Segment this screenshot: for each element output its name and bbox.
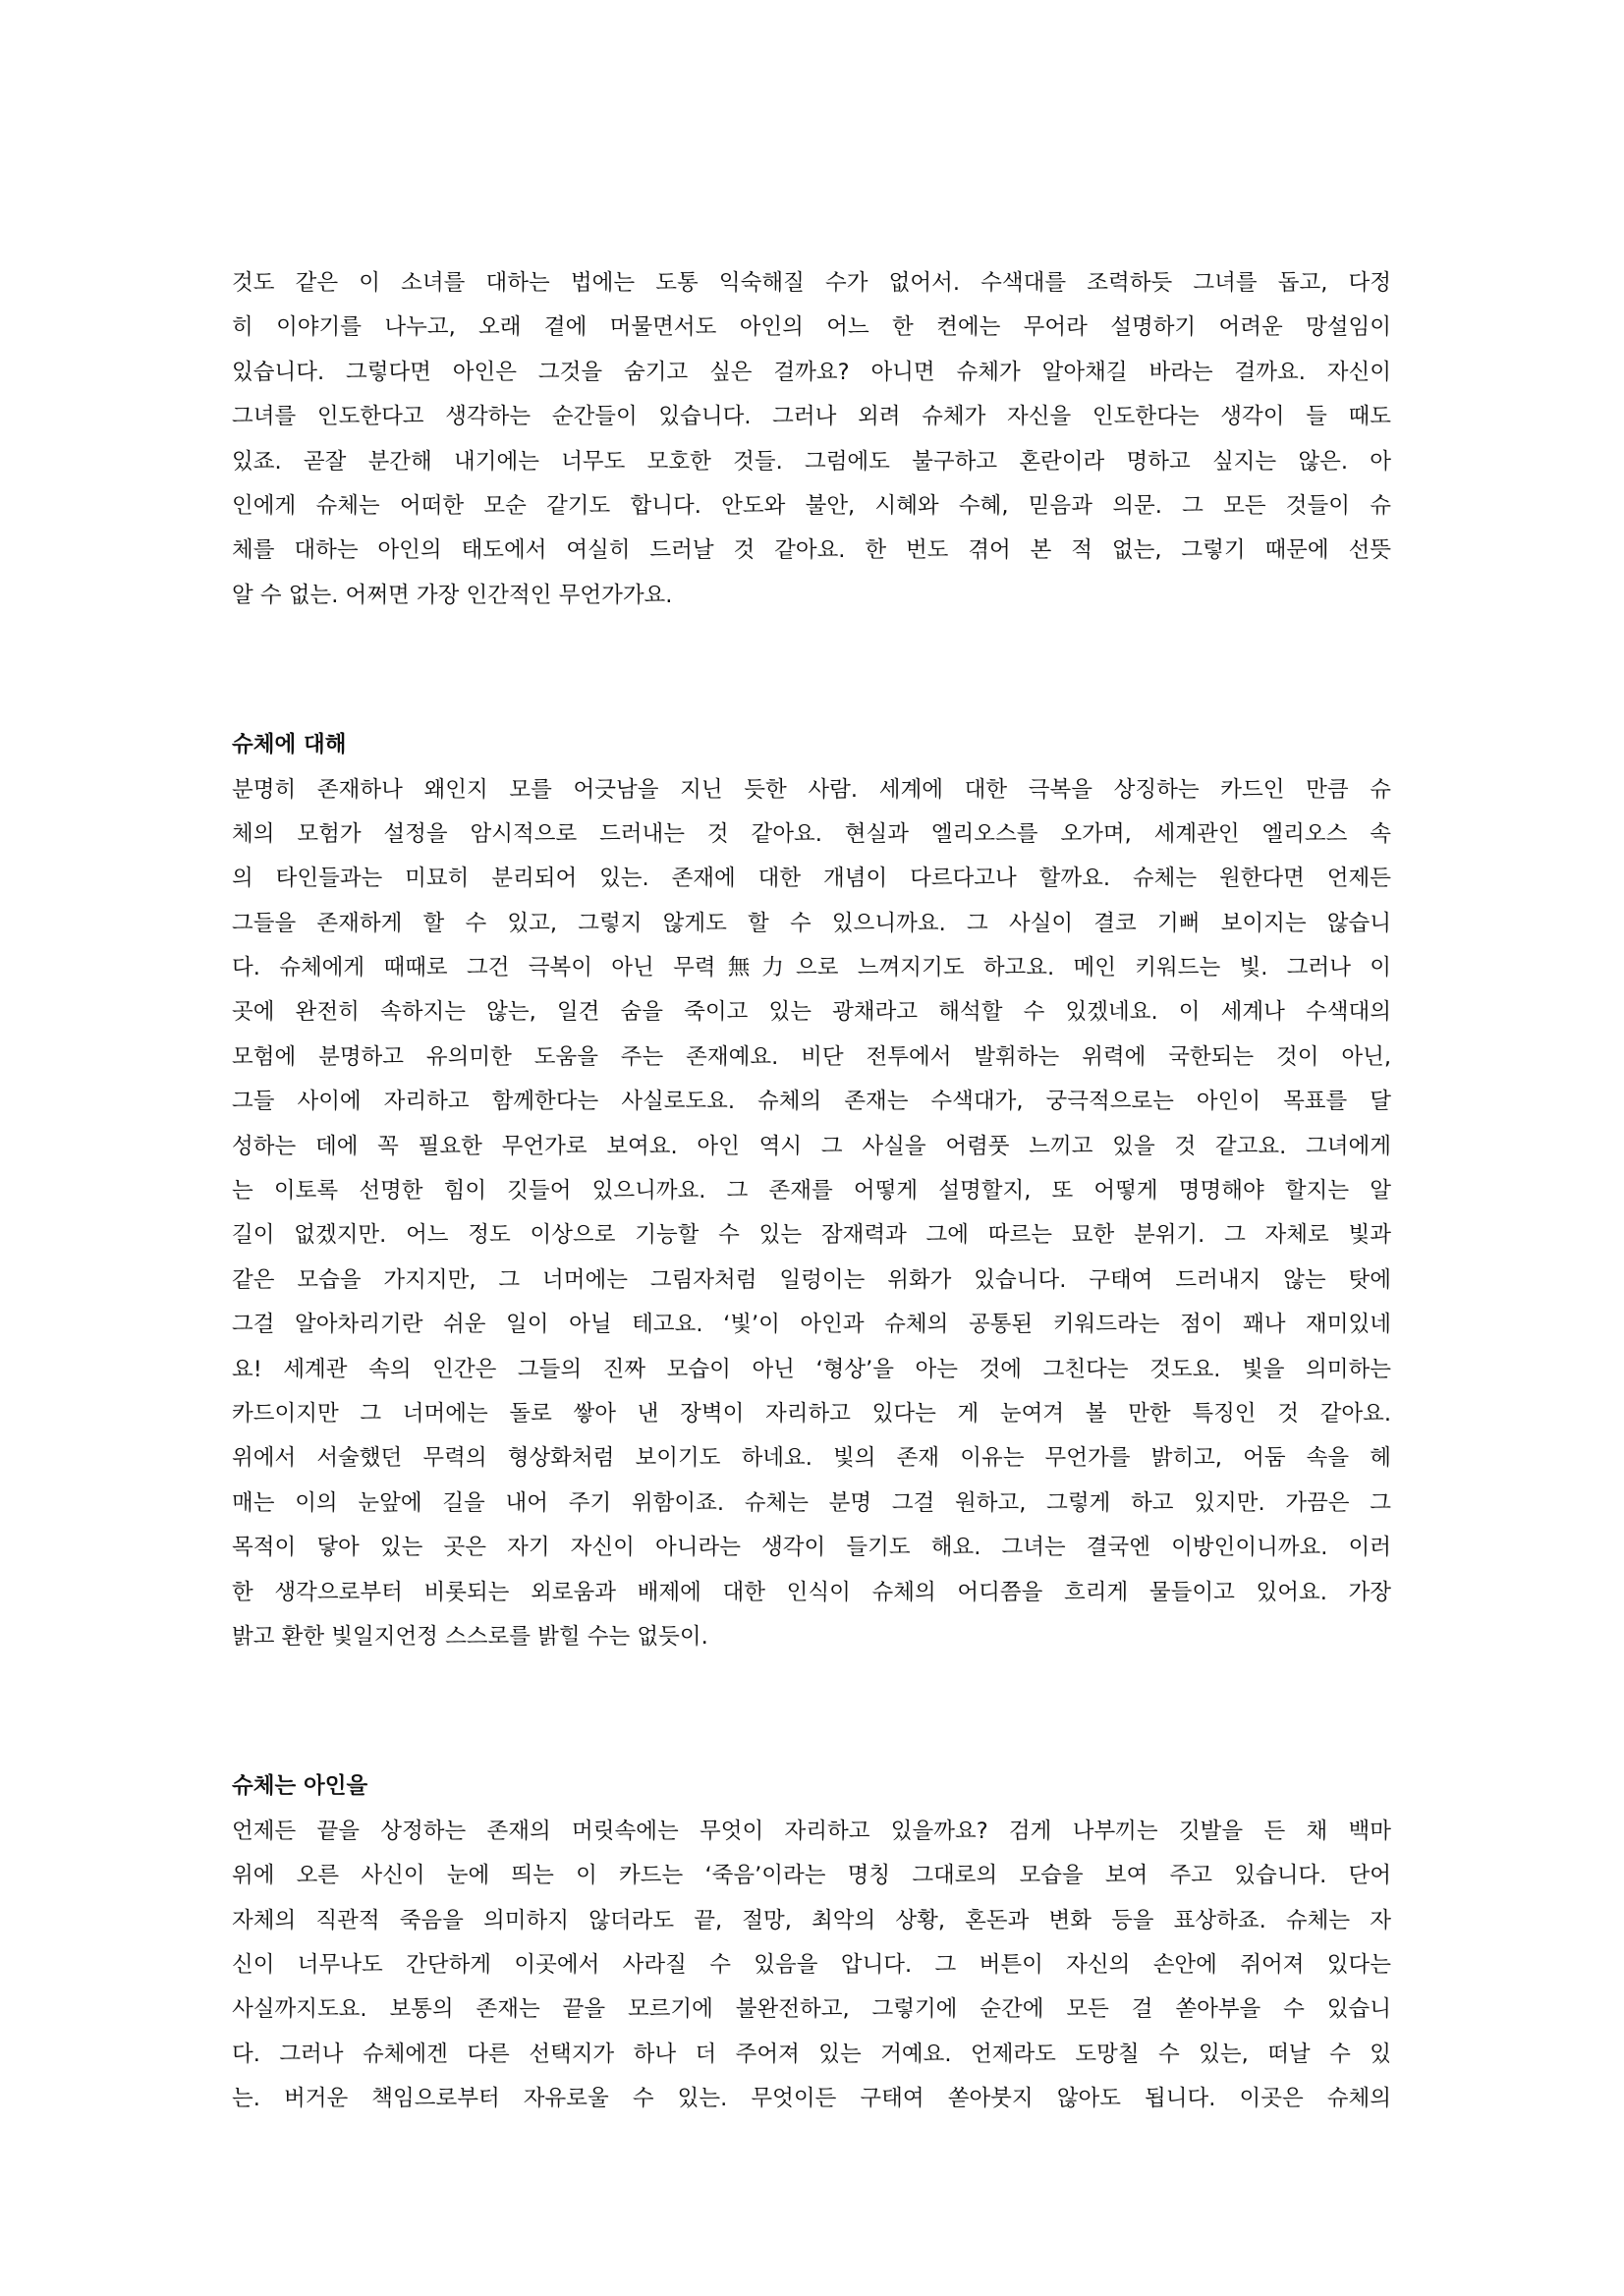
text-line: 히 이야기를 나누고, 오래 곁에 머물면서도 아인의 어느 한 켠에는 무어라 설명하기 어려운 망설임이: [232, 314, 1391, 341]
text-line: 언제든 끝을 상정하는 존재의 머릿속에는 무엇이 자리하고 있을까요? 검게 나부끼는 깃발을 든 채 백마: [232, 1818, 1391, 1844]
text-line: 다. 그러나 슈체에겐 다른 선택지가 하나 더 주어져 있는 거예요. 언제라도 도망칠 수 있는, 떠날 수 있: [232, 2041, 1391, 2067]
text-line: 다. 슈체에게 때때로 그건 극복이 아닌 무력無力으로 느껴지기도 하고요. 메인 키워드는 빛. 그러나 이: [232, 955, 1391, 981]
text-line: 사실까지도요. 보통의 존재는 끝을 모르기에 불완전하고, 그렇기에 순간에 모든 걸 쏟아부을 수 있습니: [232, 1996, 1391, 2023]
text-line: 성하는 데에 꼭 필요한 무언가로 보여요. 아인 역시 그 사실을 어렴풋 느끼고 있을 것 같고요. 그녀에게: [232, 1133, 1391, 1159]
text-line: 밝고 환한 빛일지언정 스스로를 밝힐 수는 없듯이.: [232, 1623, 708, 1650]
text-line: 위에서 서술했던 무력의 형상화처럼 보이기도 하네요. 빛의 존재 이유는 무언가를 밝히고, 어둠 속을 헤: [232, 1445, 1391, 1472]
text-line: 체의 모험가 설정을 암시적으로 드러내는 것 같아요. 현실과 엘리오스를 오가며, 세계관인 엘리오스 속: [232, 820, 1391, 847]
text-line: 그들을 존재하게 할 수 있고, 그렇지 않게도 할 수 있으니까요. 그 사실이 결코 기뻐 보이지는 않습니: [232, 910, 1391, 936]
text-line: 모험에 분명하고 유의미한 도움을 주는 존재예요. 비단 전투에서 발휘하는 위력에 국한되는 것이 아닌,: [232, 1043, 1391, 1070]
text-line: 위에 오른 사신이 눈에 띄는 이 카드는 ‘죽음’이라는 명칭 그대로의 모습을 보여 주고 있습니다. 단어: [232, 1863, 1391, 1889]
text-line: 신이 너무나도 간단하게 이곳에서 사라질 수 있음을 압니다. 그 버튼이 자신의 손안에 쥐어져 있다는: [232, 1951, 1391, 1978]
text-line: 같은 모습을 가지지만, 그 너머에는 그림자처럼 일렁이는 위화가 있습니다. 구태여 드러내지 않는 탓에: [232, 1266, 1391, 1293]
text-line: 인에게 슈체는 어떠한 모순 같기도 합니다. 안도와 불안, 시혜와 수혜, 믿음과 의문. 그 모든 것들이 슈: [232, 492, 1391, 519]
text-line: 카드이지만 그 너머에는 돌로 쌓아 낸 장벽이 자리하고 있다는 게 눈여겨 볼 만한 특징인 것 같아요.: [232, 1400, 1391, 1427]
text-line: 체를 대하는 아인의 태도에서 여실히 드러날 것 같아요. 한 번도 겪어 본 적 없는, 그렇기 때문에 선뜻: [232, 537, 1391, 564]
section-heading: 슈체는 아인을: [232, 1773, 368, 1800]
text-line: 의 타인들과는 미묘히 분리되어 있는. 존재에 대한 개념이 다르다고나 할까요. 슈체는 원한다면 언제든: [232, 866, 1391, 892]
text-line: 목적이 닿아 있는 곳은 자기 자신이 아니라는 생각이 들기도 해요. 그녀는 결국엔 이방인이니까요. 이러: [232, 1535, 1391, 1561]
section-heading: 슈체에 대해: [232, 732, 347, 758]
text-line: 그녀를 인도한다고 생각하는 순간들이 있습니다. 그러나 외려 슈체가 자신을 인도한다는 생각이 들 때도: [232, 404, 1391, 430]
intro-paragraph: [232, 261, 1391, 618]
text-line: 요! 세계관 속의 인간은 그들의 진짜 모습이 아닌 ‘형상’을 아는 것에 그친다는 것도요. 빛을 의미하는: [232, 1356, 1391, 1382]
text-line: 는. 버거운 책임으로부터 자유로울 수 있는. 무엇이든 구태여 쏟아붓지 않아도 됩니다. 이곳은 슈체의: [232, 2086, 1391, 2112]
text-line: 길이 없겠지만. 어느 정도 이상으로 기능할 수 있는 잠재력과 그에 따르는 묘한 분위기. 그 자체로 빛과: [232, 1222, 1391, 1249]
text-line: 것도 같은 이 소녀를 대하는 법에는 도통 익숙해질 수가 없어서. 수색대를 조력하듯 그녀를 돕고, 다정: [232, 270, 1391, 296]
text-line: 그들 사이에 자리하고 함께한다는 사실로도요. 슈체의 존재는 수색대가, 궁극적으로는 아인이 목표를 달: [232, 1089, 1391, 1115]
section-shuche-and-ain: [232, 1764, 1391, 2121]
text-line: 있죠. 곧잘 분간해 내기에는 너무도 모호한 것들. 그럼에도 불구하고 혼란이라 명하고 싶지는 않은. 아: [232, 448, 1391, 475]
text-line: 한 생각으로부터 비롯되는 외로움과 배제에 대한 인식이 슈체의 어디쯤을 흐리게 물들이고 있어요. 가장: [232, 1579, 1391, 1605]
text-line: 알 수 없는. 어쩌면 가장 인간적인 무언가가요.: [232, 582, 673, 608]
text-line: 있습니다. 그렇다면 아인은 그것을 숨기고 싶은 걸까요? 아니면 슈체가 알아채길 바라는 걸까요. 자신이: [232, 359, 1391, 385]
text-line: 는 이토록 선명한 힘이 깃들어 있으니까요. 그 존재를 어떻게 설명할지, 또 어떻게 명명해야 할지는 알: [232, 1178, 1391, 1204]
text-line: 매는 이의 눈앞에 길을 내어 주기 위함이죠. 슈체는 분명 그걸 원하고, 그렇게 하고 있지만. 가끔은 그: [232, 1489, 1391, 1516]
text-line: 그걸 알아차리기란 쉬운 일이 아닐 테고요. ‘빛’이 아인과 슈체의 공통된 키워드라는 점이 꽤나 재미있네: [232, 1312, 1391, 1338]
text-line: 곳에 완전히 속하지는 않는, 일견 숨을 죽이고 있는 광채라고 해석할 수 있겠네요. 이 세계나 수색대의: [232, 999, 1391, 1026]
text-line: 분명히 존재하나 왜인지 모를 어긋남을 지닌 듯한 사람. 세계에 대한 극복을 상징하는 카드인 만큼 슈: [232, 776, 1391, 803]
text-line: 자체의 직관적 죽음을 의미하지 않더라도 끝, 절망, 최악의 상황, 혼돈과 변화 등을 표상하죠. 슈체는 자: [232, 1907, 1391, 1933]
section-about-shuche: [232, 723, 1391, 1659]
document-page: [232, 261, 1391, 2121]
